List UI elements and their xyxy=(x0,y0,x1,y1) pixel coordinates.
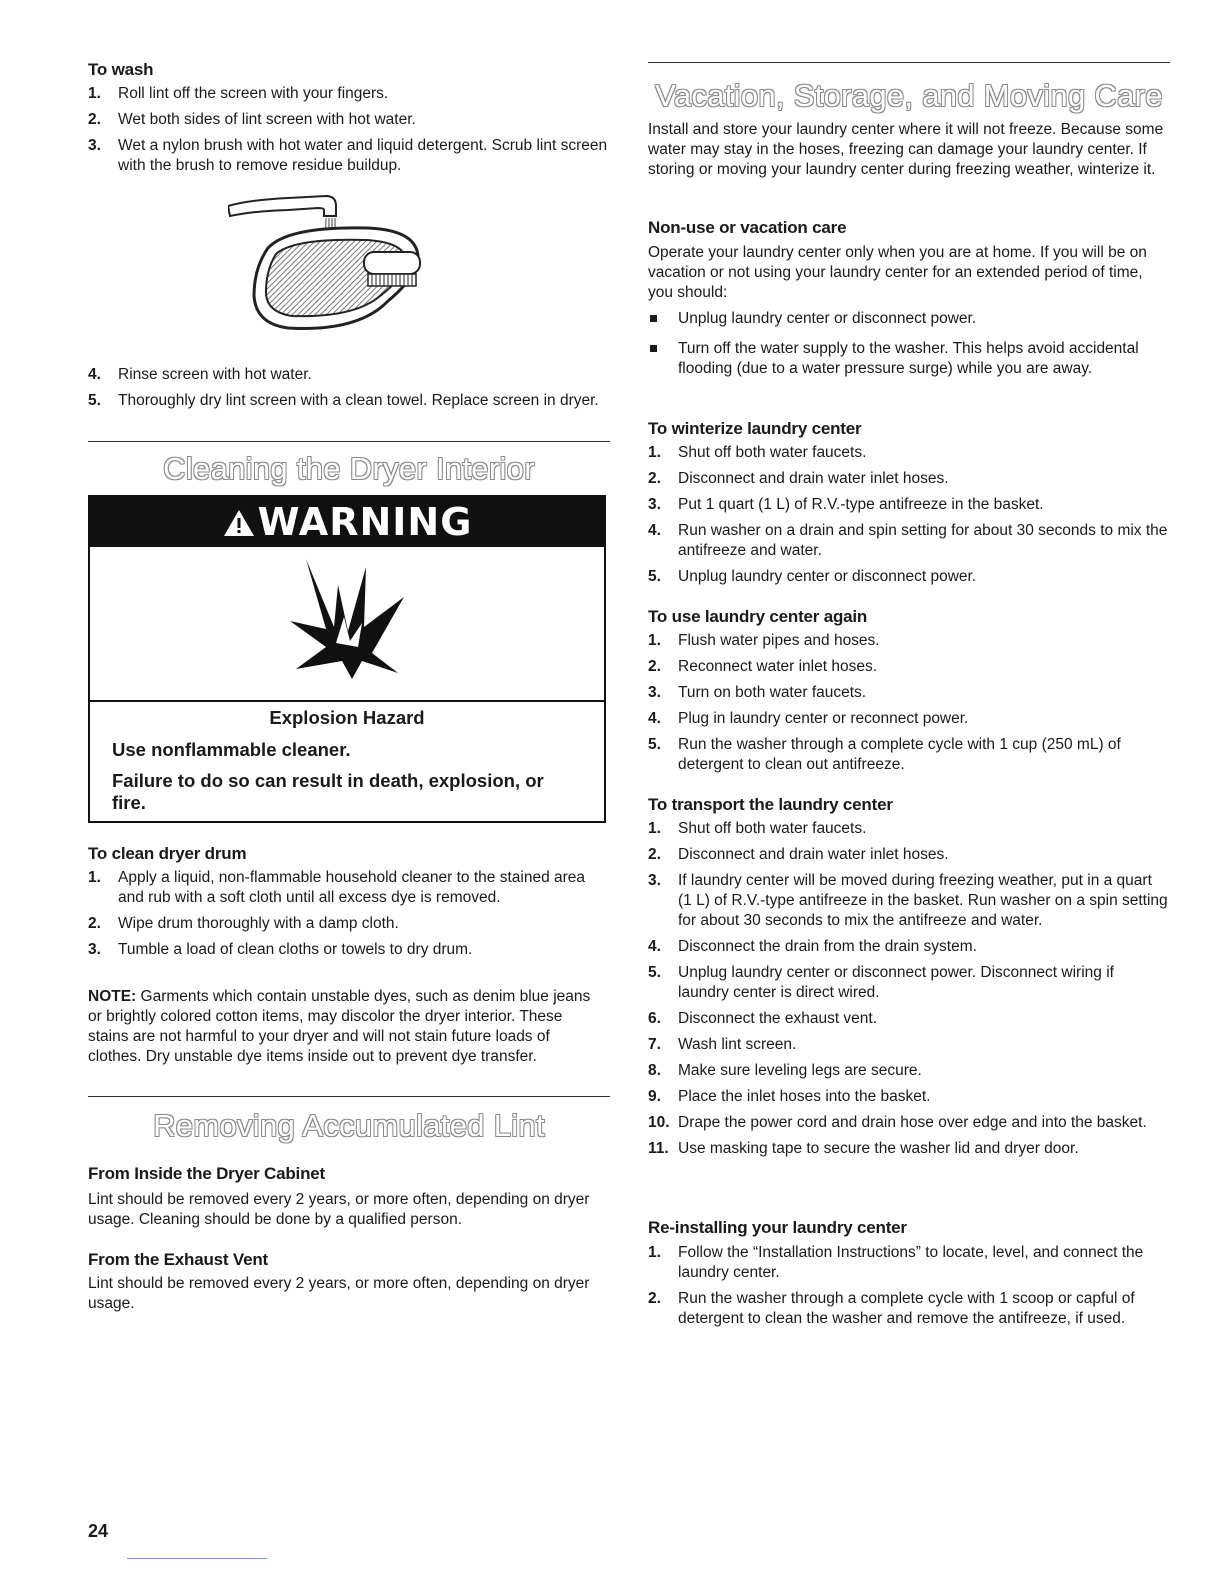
list-item xyxy=(648,1139,1168,1159)
cleaning-dryer-interior-title: Cleaning the Dryer Interior xyxy=(163,451,535,486)
step-number: 1. xyxy=(648,820,661,837)
list-item xyxy=(648,521,1168,561)
use-again-heading: To use laundry center again xyxy=(648,607,868,626)
exhaust-vent-text: Lint should be removed every 2 years, or more often, depending on dryer usage. xyxy=(88,1275,590,1312)
list-item xyxy=(88,868,588,908)
step-number: 2. xyxy=(648,658,661,675)
list-item xyxy=(648,631,1168,651)
step-text: Disconnect the drain from the drain system. xyxy=(678,938,977,955)
bullet-text: Unplug laundry center or disconnect power. xyxy=(678,310,977,327)
transport-steps xyxy=(648,819,1168,1165)
step-text: Disconnect the exhaust vent. xyxy=(678,1010,878,1027)
list-item xyxy=(648,735,1168,775)
step-number: 1. xyxy=(648,632,661,649)
step-text: Make sure leveling legs are secure. xyxy=(678,1062,922,1079)
inside-cabinet-text: Lint should be removed every 2 years, or more often, depending on dryer usage. Cleaning should be done by a qualified person. xyxy=(88,1191,590,1228)
bullet-text: Turn off the water supply to the washer. This helps avoid accidental flooding (due to a water pressure surge) while you are away. xyxy=(678,340,1139,377)
step-text: Shut off both water faucets. xyxy=(678,820,867,837)
list-item xyxy=(88,940,588,960)
note-text: Garments which contain unstable dyes, such as denim blue jeans or brightly colored cotton items, may discolor the dryer interior. These stains are not harmful to your dryer and will not stain future loads of clothes. Dry unstable dye items inside out to prevent dye transfer. xyxy=(88,988,591,1065)
list-item xyxy=(648,657,1168,677)
list-item xyxy=(648,937,1168,957)
step-text: Place the inlet hoses into the basket. xyxy=(678,1088,931,1105)
list-item xyxy=(648,845,1168,865)
list-item xyxy=(88,391,608,411)
list-item xyxy=(648,963,1168,1003)
to-wash-steps-continued xyxy=(88,365,608,417)
to-wash-steps xyxy=(88,84,608,182)
step-number: 3. xyxy=(648,684,661,701)
step-text: Shut off both water faucets. xyxy=(678,444,867,461)
section-divider xyxy=(88,1096,610,1097)
step-text: Apply a liquid, non-flammable household cleaner to the stained area and rub with a soft cloth until all excess dye is removed. xyxy=(118,869,586,906)
list-item xyxy=(648,567,1168,587)
step-number: 7. xyxy=(648,1036,661,1053)
step-text: Put 1 quart (1 L) of R.V.-type antifreeze in the basket. xyxy=(678,496,1044,513)
step-text: Flush water pipes and hoses. xyxy=(678,632,880,649)
step-number: 3. xyxy=(648,872,661,889)
to-wash-heading: To wash xyxy=(88,60,154,79)
step-number: 8. xyxy=(648,1062,661,1079)
step-text: Unplug laundry center or disconnect power. xyxy=(678,568,977,585)
lint-screen-illustration xyxy=(228,186,438,346)
list-item xyxy=(648,495,1168,515)
step-number: 3. xyxy=(88,137,101,154)
step-number: 1. xyxy=(88,85,101,102)
warning-divider xyxy=(90,700,604,702)
warning-instruction: Use nonflammable cleaner. xyxy=(112,739,351,760)
step-number: 3. xyxy=(648,496,661,513)
warning-box xyxy=(88,495,606,823)
step-text: Thoroughly dry lint screen with a clean towel. Replace screen in dryer. xyxy=(118,392,599,409)
step-number: 11. xyxy=(648,1140,669,1157)
step-number: 2. xyxy=(88,111,101,128)
step-text: Tumble a load of clean cloths or towels to dry drum. xyxy=(118,941,473,958)
step-number: 1. xyxy=(88,869,101,886)
step-number: 5. xyxy=(88,392,101,409)
vacation-intro: Install and store your laundry center where it will not freeze. Because some water may stay in the hoses, freezing can damage your laundry center. If storing or moving your laundry center during freezing weather, winterize it. xyxy=(648,121,1164,178)
warning-consequence: Failure to do so can result in death, explosion, or fire. xyxy=(112,770,544,813)
transport-heading: To transport the laundry center xyxy=(648,795,893,814)
warning-header xyxy=(90,497,604,547)
step-number: 4. xyxy=(88,366,101,383)
list-item xyxy=(648,1009,1168,1029)
section-divider xyxy=(648,62,1170,63)
note-label: NOTE: xyxy=(88,988,137,1005)
step-number: 2. xyxy=(648,1290,661,1307)
step-text: Wet both sides of lint screen with hot water. xyxy=(118,111,416,128)
step-text: Rinse screen with hot water. xyxy=(118,366,312,383)
step-number: 2. xyxy=(648,846,661,863)
explosion-icon xyxy=(286,557,416,687)
warning-label: WARNING xyxy=(257,500,473,544)
list-item xyxy=(648,443,1168,463)
list-item xyxy=(648,871,1168,931)
list-item xyxy=(648,1035,1168,1055)
step-number: 5. xyxy=(648,568,661,585)
step-number: 4. xyxy=(648,710,661,727)
reinstall-heading: Re-installing your laundry center xyxy=(648,1218,907,1237)
step-text: Disconnect and drain water inlet hoses. xyxy=(678,846,949,863)
list-item xyxy=(88,110,608,130)
list-item xyxy=(648,683,1168,703)
list-item xyxy=(648,819,1168,839)
list-item xyxy=(88,914,588,934)
step-text: Unplug laundry center or disconnect power. Disconnect wiring if laundry center is direct wired. xyxy=(678,964,1114,1001)
step-number: 9. xyxy=(648,1088,661,1105)
step-number: 2. xyxy=(88,915,101,932)
use-again-steps xyxy=(648,631,1168,781)
list-item xyxy=(648,1061,1168,1081)
step-number: 4. xyxy=(648,522,661,539)
inside-cabinet-heading: From Inside the Dryer Cabinet xyxy=(88,1164,325,1183)
step-text: Follow the “Installation Instructions” to locate, level, and connect the laundry center. xyxy=(678,1244,1144,1281)
nonuse-bullets xyxy=(648,309,1168,389)
bullet-item xyxy=(648,339,1168,379)
nonuse-text: Operate your laundry center only when you are at home. If you will be on vacation or not using your laundry center for an extended period of time, you should: xyxy=(648,244,1147,301)
bullet-square-icon xyxy=(650,345,657,352)
step-text: Plug in laundry center or reconnect power. xyxy=(678,710,969,727)
footer-line xyxy=(127,1558,267,1559)
removing-lint-title: Removing Accumulated Lint xyxy=(153,1108,545,1143)
step-number: 1. xyxy=(648,444,661,461)
step-text: Disconnect and drain water inlet hoses. xyxy=(678,470,949,487)
page-number: 24 xyxy=(88,1521,109,1541)
list-item xyxy=(88,365,608,385)
winterize-heading: To winterize laundry center xyxy=(648,419,862,438)
step-number: 1. xyxy=(648,1244,661,1261)
dye-note xyxy=(88,987,606,1067)
step-number: 3. xyxy=(88,941,101,958)
winterize-steps xyxy=(648,443,1168,593)
step-number: 5. xyxy=(648,736,661,753)
step-text: Run the washer through a complete cycle with 1 scoop or capful of detergent to clean the washer and remove the antifreeze, if used. xyxy=(678,1290,1135,1327)
vacation-storage-moving-title: Vacation, Storage, and Moving Care xyxy=(655,78,1163,113)
step-number: 5. xyxy=(648,964,661,981)
list-item xyxy=(648,469,1168,489)
step-number: 2. xyxy=(648,470,661,487)
step-text: Drape the power cord and drain hose over edge and into the basket. xyxy=(678,1114,1147,1131)
section-divider xyxy=(88,441,610,442)
list-item xyxy=(648,1243,1158,1283)
warning-triangle-icon xyxy=(222,508,256,538)
list-item xyxy=(648,1289,1158,1329)
step-text: Wash lint screen. xyxy=(678,1036,797,1053)
step-text: Run the washer through a complete cycle with 1 cup (250 mL) of detergent to clean out antifreeze. xyxy=(678,736,1121,773)
step-number: 4. xyxy=(648,938,661,955)
list-item xyxy=(88,84,608,104)
list-item xyxy=(88,136,608,176)
step-text: Roll lint off the screen with your fingers. xyxy=(118,85,389,102)
step-number: 6. xyxy=(648,1010,661,1027)
list-item xyxy=(648,1113,1168,1133)
step-text: Turn on both water faucets. xyxy=(678,684,867,701)
bullet-square-icon xyxy=(650,315,657,322)
step-text: Run washer on a drain and spin setting for about 30 seconds to mix the antifreeze and water. xyxy=(678,522,1168,559)
list-item xyxy=(648,1087,1168,1107)
step-text: Wipe drum thoroughly with a damp cloth. xyxy=(118,915,399,932)
bullet-item xyxy=(648,309,1168,329)
clean-drum-heading: To clean dryer drum xyxy=(88,844,247,863)
step-text: Wet a nylon brush with hot water and liquid detergent. Scrub lint screen with the brush to remove residue buildup. xyxy=(118,137,608,174)
reinstall-steps xyxy=(648,1243,1158,1335)
step-number: 10. xyxy=(648,1114,670,1131)
nonuse-heading: Non-use or vacation care xyxy=(648,218,847,237)
list-item xyxy=(648,709,1168,729)
hazard-title: Explosion Hazard xyxy=(269,707,425,728)
clean-drum-steps xyxy=(88,868,588,966)
step-text: If laundry center will be moved during freezing weather, put in a quart (1 L) of R.V.-type antifreeze in the basket. Run washer on a spin setting for about 30 seconds to mix the antifreeze and water. xyxy=(678,872,1168,929)
step-text: Reconnect water inlet hoses. xyxy=(678,658,878,675)
exhaust-vent-heading: From the Exhaust Vent xyxy=(88,1250,269,1269)
step-text: Use masking tape to secure the washer lid and dryer door. xyxy=(678,1140,1079,1157)
